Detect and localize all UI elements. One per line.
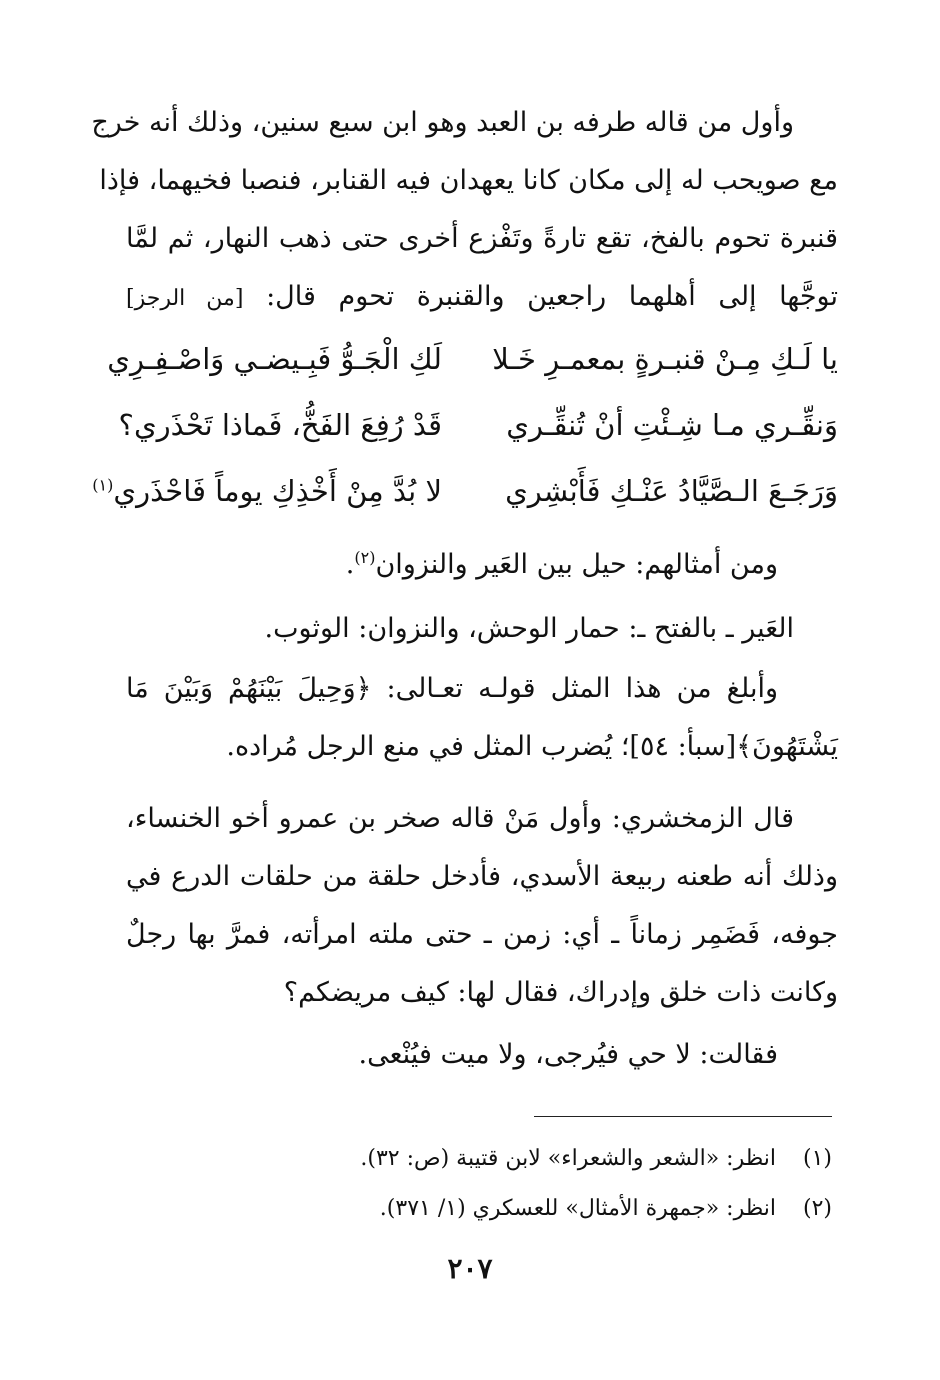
text-line xyxy=(126,536,838,594)
text-line: العَير ـ بالفتح ـ: حمار الوحش، والنزوان: الوثوب. xyxy=(264,613,794,644)
footnote-reference: (١) xyxy=(92,475,114,495)
proverb-text: ومن أمثالهم: حيل بين العَير والنزوان xyxy=(375,549,778,580)
poem-verse xyxy=(107,326,838,392)
explanation-paragraph xyxy=(126,600,838,658)
text-line: وأول من قاله طرفه بن العبد وهو ابن سبع سنين، وذلك أنه خرج xyxy=(91,107,794,138)
footnote-reference: (٢) xyxy=(354,548,376,567)
verse-first-hemistich: يا لَـكِ مِـنْ قنبـرةٍ بمعمـرِ خَـلا xyxy=(492,342,838,376)
footnote-number: (١) xyxy=(802,1146,832,1171)
footnotes xyxy=(200,1134,832,1234)
footnote-text: انظر: «جمهرة الأمثال» للعسكري (١/ ٣٧١). xyxy=(379,1196,776,1221)
text-line: يَشْتَهُونَ﴾[سبأ: ٥٤]؛ يُضرب المثل في منع الرجل مُراده. xyxy=(226,731,838,762)
footnote-text: انظر: «الشعر والشعراء» لابن قتيبة (ص: ٣٢). xyxy=(360,1146,776,1171)
text-line: مع صويحب له إلى مكان كانا يعهدان فيه القنابر، فنصبا فخيهما، فإذا xyxy=(99,165,838,196)
proverb-end: . xyxy=(345,549,355,580)
text-line-content: توجَّها إلى أهلهما راجعين والقنبرة تحوم قال: xyxy=(266,281,838,312)
verse-first-hemistich: وَنقِّـري مـا شِـئْتِ أنْ تُنقِّـري xyxy=(506,408,838,442)
poem-verse xyxy=(118,392,838,458)
text-line: وذلك أنه طعنه ربيعة الأسدي، فأدخل حلقة من حلقات الدرع في xyxy=(126,861,838,892)
verse-first-hemistich: وَرَجَـعَ الـصَّيَّادُ عَنْـكِ فَأَبْشِري xyxy=(505,474,838,508)
footnote-divider xyxy=(534,1116,832,1117)
reply-paragraph xyxy=(126,1026,838,1084)
text-line-with-meter xyxy=(126,268,838,326)
text-line: قال الزمخشري: وأول مَنْ قاله صخر بن عمرو أخو الخنساء، xyxy=(126,803,794,834)
poetic-meter-label: [من الرجز] xyxy=(126,286,244,311)
quran-paragraph xyxy=(126,660,838,776)
poem-verse xyxy=(92,458,838,524)
footnote-number: (٢) xyxy=(802,1196,832,1221)
verse-second-hemistich: لَكِ الْجَـوُّ فَبِـيضـي وَاصْـفِـرِي xyxy=(107,342,442,376)
footnote-item xyxy=(200,1184,832,1234)
verse-text: لا بُدَّ مِنْ أَخْذِكِ يوماً فَاحْذَري xyxy=(113,474,442,508)
proverb-paragraph xyxy=(126,536,838,594)
text-line: فقالت: لا حي فيُرجى، ولا ميت فيُنْعى. xyxy=(358,1039,778,1070)
zamakhshari-paragraph xyxy=(126,790,838,1022)
text-line: وكانت ذات خلق وإدراك، فقال لها: كيف مريضكم؟ xyxy=(283,977,838,1008)
paragraph-origin-story xyxy=(91,94,838,326)
text-line: وأبلغ من هذا المثل قولـه تعـالى: ﴿وَحِيلَ بَيْنَهُمْ وَبَيْنَ مَا xyxy=(126,673,778,704)
verse-second-hemistich: قَدْ رُفِعَ الفَخُّ، فَماذا تَحْذَري؟ xyxy=(118,408,442,442)
poem xyxy=(92,326,838,524)
verse-second-hemistich xyxy=(92,458,442,524)
page-number: ٢٠٧ xyxy=(447,1252,493,1285)
text-line: قنبرة تحوم بالفخ، تقع تارةً وتَفْزع أخرى حتى ذهب النهار، ثم لمَّا xyxy=(126,223,838,254)
text-line: جوفه، فَضَمِر زماناً ـ أي: زمن ـ حتى ملته امرأته، فمرَّ بها رجلٌ xyxy=(126,919,838,950)
footnote-item xyxy=(200,1134,832,1184)
